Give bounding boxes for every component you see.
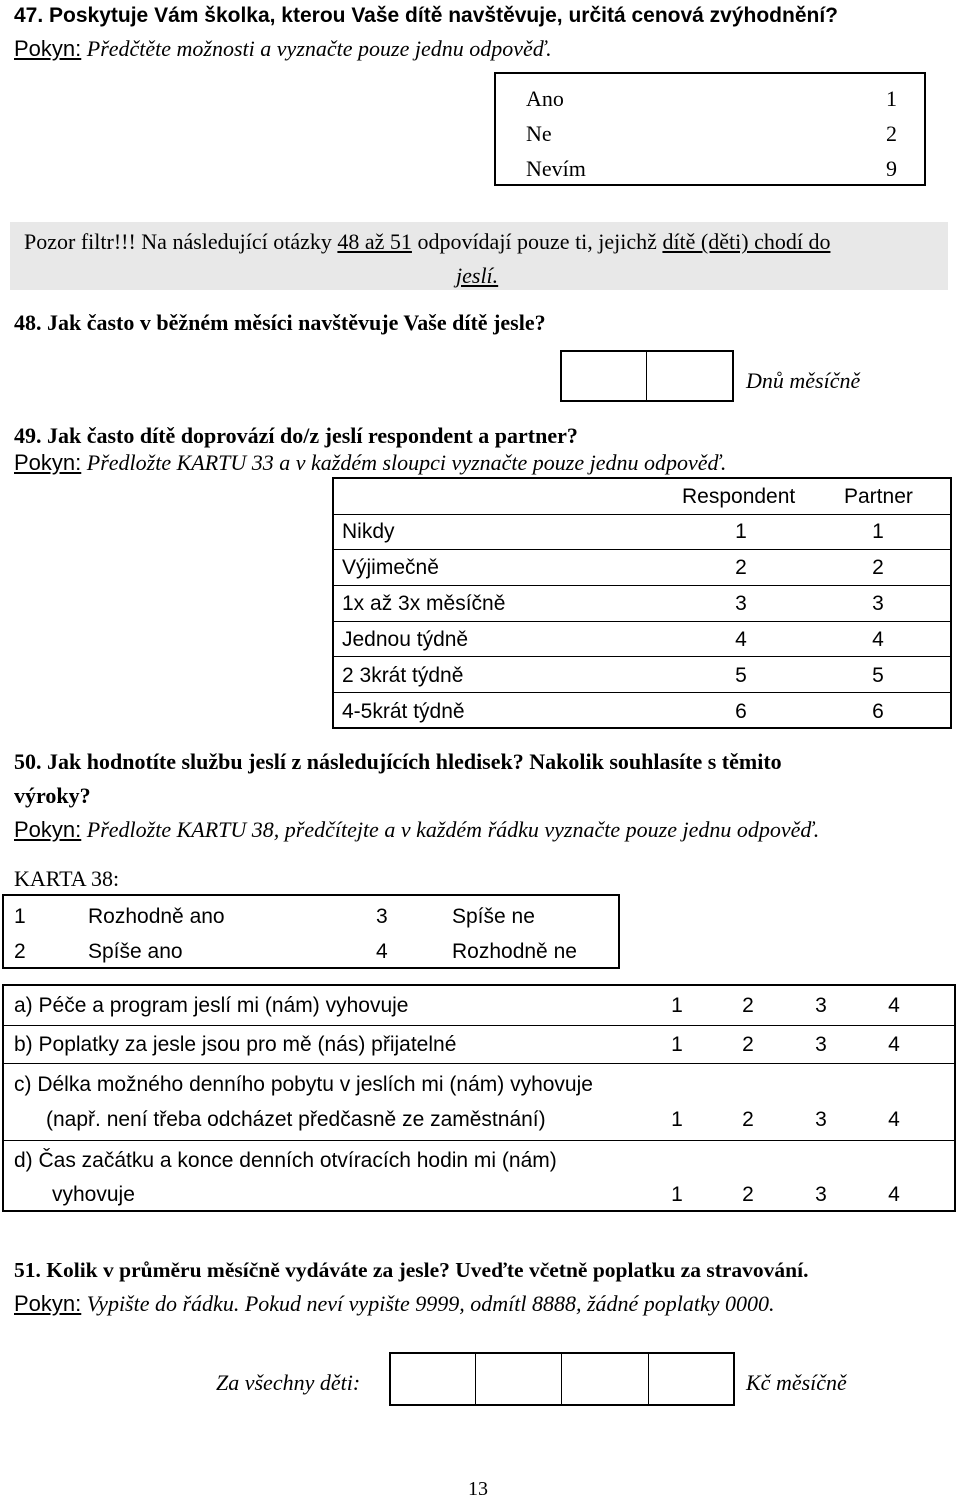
q51-answer-boxes[interactable]: [389, 1352, 735, 1406]
q51-box-divider: [648, 1352, 649, 1406]
q50-item-b: b) Poplatky za jesle jsou pro mě (nás) přijatelné: [14, 1033, 457, 1056]
q49-row-line: [332, 621, 952, 622]
q50-item-d-line2: vyhovuje: [52, 1183, 135, 1206]
scale-code[interactable]: 1: [671, 1183, 683, 1206]
card-label: Rozhodně ano: [88, 905, 225, 928]
q50-row-line: [2, 1140, 956, 1141]
q49-respondent-code[interactable]: 2: [735, 556, 747, 579]
page-number: 13: [468, 1478, 488, 1500]
card-label: Spíše ano: [88, 940, 183, 963]
q49-partner-code[interactable]: 1: [872, 520, 884, 543]
q50-item-a: a) Péče a program jeslí mi (nám) vyhovuje: [14, 994, 409, 1017]
q50-instruction: Pokyn: Předložte KARTU 38, předčítejte a v každém řádku vyznačte pouze jednu odpověď.: [14, 817, 820, 842]
card-code: 2: [14, 940, 26, 963]
q51-box-divider: [561, 1352, 562, 1406]
q48-box-divider: [646, 350, 647, 402]
scale-code[interactable]: 3: [815, 1108, 827, 1131]
card-label: Rozhodně ne: [452, 940, 577, 963]
q50-item-c-line2: (např. není třeba odcházet předčasně ze zaměstnání): [46, 1108, 546, 1131]
scale-code[interactable]: 3: [815, 1183, 827, 1206]
q47-instruction: Pokyn: Předčtěte možnosti a vyznačte pouze jednu odpověď.: [14, 36, 552, 61]
q49-col-partner: Partner: [844, 485, 913, 508]
q49-respondent-code[interactable]: 4: [735, 628, 747, 651]
scale-code[interactable]: 1: [671, 1033, 683, 1056]
q47-option-code[interactable]: 1: [886, 86, 897, 111]
q49-partner-code[interactable]: 4: [872, 628, 884, 651]
q49-row-line: [332, 549, 952, 550]
scale-code[interactable]: 2: [742, 1033, 754, 1056]
card-label: Spíše ne: [452, 905, 535, 928]
q50-title-line1: 50. Jak hodnotíte službu jeslí z následujících hledisek? Nakolik souhlasíte s těmito: [14, 749, 782, 774]
scale-code[interactable]: 1: [671, 994, 683, 1017]
scale-code[interactable]: 1: [671, 1108, 683, 1131]
q49-title: 49. Jak často dítě doprovází do/z jeslí respondent a partner?: [14, 423, 578, 448]
scale-code[interactable]: 3: [815, 1033, 827, 1056]
q48-answer-boxes[interactable]: [560, 350, 734, 402]
card-code: 1: [14, 905, 26, 928]
scale-code[interactable]: 2: [742, 1183, 754, 1206]
q47-option-code[interactable]: 9: [886, 156, 897, 181]
q49-row-line: [332, 656, 952, 657]
q47-option-label: Nevím: [526, 156, 586, 181]
q49-row-label: Jednou týdně: [342, 628, 469, 651]
q51-title: 51. Kolik v průměru měsíčně vydáváte za jesle? Uveďte včetně poplatku za stravování.: [14, 1258, 809, 1282]
q50-items-table: [2, 984, 956, 1212]
q49-respondent-code[interactable]: 1: [735, 520, 747, 543]
filter-note-line1: Pozor filtr!!! Na následující otázky 48 až 51 odpovídají pouze ti, jejichž dítě (děti) chodí do: [24, 229, 831, 254]
scale-code[interactable]: 4: [888, 1033, 900, 1056]
q49-row-line: [332, 514, 952, 515]
q47-option-label: Ano: [526, 86, 564, 111]
q49-col-respondent: Respondent: [682, 485, 796, 508]
q50-row-line: [2, 1025, 956, 1026]
q49-partner-code[interactable]: 2: [872, 556, 884, 579]
q47-option-code[interactable]: 2: [886, 121, 897, 146]
q49-partner-code[interactable]: 6: [872, 700, 884, 723]
card-code: 3: [376, 905, 388, 928]
q47-option-label: Ne: [526, 121, 552, 146]
card-code: 4: [376, 940, 388, 963]
q49-instruction: Pokyn: Předložte KARTU 33 a v každém sloupci vyznačte pouze jednu odpověď.: [14, 450, 727, 475]
q48-unit: Dnů měsíčně: [746, 368, 861, 393]
q47-title: 47. Poskytuje Vám školka, kterou Vaše dítě navštěvuje, určitá cenová zvýhodnění?: [14, 4, 839, 27]
q49-row-label: 4-5krát týdně: [342, 700, 465, 723]
q48-title: 48. Jak často v běžném měsíci navštěvuje Vaše dítě jesle?: [14, 310, 546, 335]
q50-card-label: KARTA 38:: [14, 866, 120, 891]
q50-item-d: d) Čas začátku a konce denních otvíracích hodin mi (nám): [14, 1149, 557, 1172]
q51-unit: Kč měsíčně: [746, 1370, 847, 1395]
q49-row-line: [332, 585, 952, 586]
q49-partner-code[interactable]: 5: [872, 664, 884, 687]
scale-code[interactable]: 2: [742, 994, 754, 1017]
q49-respondent-code[interactable]: 3: [735, 592, 747, 615]
q49-row-label: 2 3krát týdně: [342, 664, 464, 687]
scale-code[interactable]: 2: [742, 1108, 754, 1131]
scale-code[interactable]: 4: [888, 1183, 900, 1206]
q50-row-line: [2, 1063, 956, 1064]
q51-instruction: Pokyn: Vypište do řádku. Pokud neví vypište 9999, odmítl 8888, žádné poplatky 0000.: [14, 1291, 775, 1316]
scale-code[interactable]: 3: [815, 994, 827, 1017]
q49-row-label: Výjimečně: [342, 556, 439, 579]
q49-partner-code[interactable]: 3: [872, 592, 884, 615]
q51-prefix: Za všechny děti:: [216, 1370, 361, 1395]
q49-respondent-code[interactable]: 6: [735, 700, 747, 723]
q50-title-line2: výroky?: [14, 783, 91, 808]
scale-code[interactable]: 4: [888, 994, 900, 1017]
q49-row-label: 1x až 3x měsíčně: [342, 592, 506, 615]
filter-note-line2: jeslí.: [456, 263, 499, 288]
q49-respondent-code[interactable]: 5: [735, 664, 747, 687]
scale-code[interactable]: 4: [888, 1108, 900, 1131]
q49-row-label: Nikdy: [342, 520, 395, 543]
q50-item-c: c) Délka možného denního pobytu v jeslích mi (nám) vyhovuje: [14, 1073, 593, 1096]
q49-row-line: [332, 692, 952, 693]
q51-box-divider: [475, 1352, 476, 1406]
